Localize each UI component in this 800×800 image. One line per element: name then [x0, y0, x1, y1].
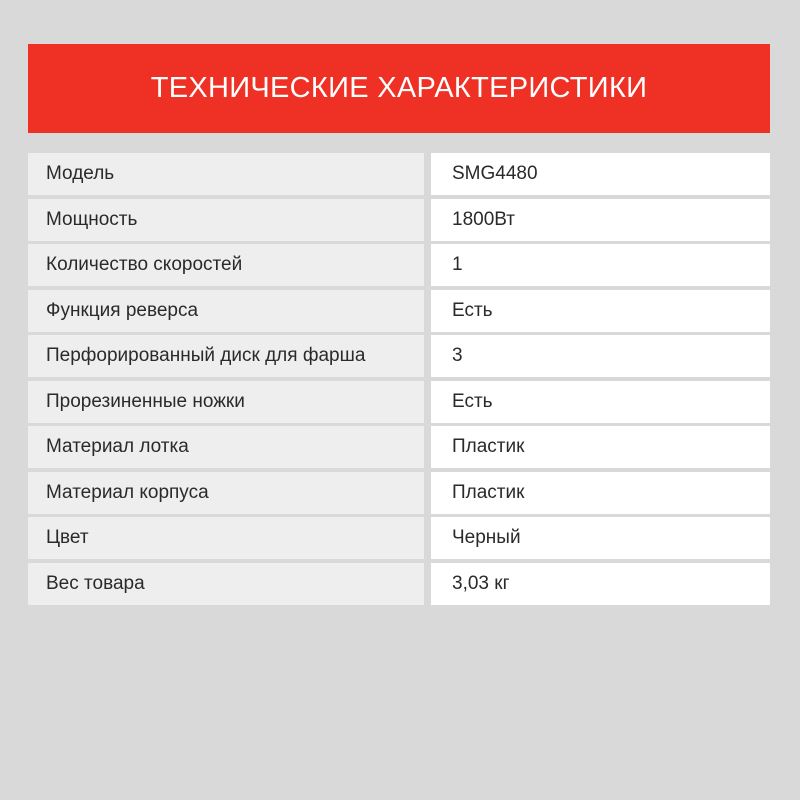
spec-name: Функция реверса	[28, 290, 424, 332]
spec-value: Черный	[431, 517, 770, 559]
spec-row	[28, 517, 770, 559]
spec-row	[28, 426, 770, 468]
page-title: ТЕХНИЧЕСКИЕ ХАРАКТЕРИСТИКИ	[150, 72, 648, 104]
spec-name: Прорезиненные ножки	[28, 381, 424, 423]
spec-name: Мощность	[28, 199, 424, 241]
spec-row	[28, 472, 770, 514]
spec-row	[28, 199, 770, 241]
spec-value: Есть	[431, 381, 770, 423]
spec-value: 1800Вт	[431, 199, 770, 241]
spec-value: Есть	[431, 290, 770, 332]
spec-value: 3,03 кг	[431, 563, 770, 605]
spec-row	[28, 381, 770, 423]
spec-value: Пластик	[431, 426, 770, 468]
header-banner	[28, 44, 770, 133]
spec-name: Материал корпуса	[28, 472, 424, 514]
spec-name: Модель	[28, 153, 424, 195]
spec-value: 1	[431, 244, 770, 286]
spec-row	[28, 153, 770, 195]
spec-value: Пластик	[431, 472, 770, 514]
spec-row	[28, 335, 770, 377]
spec-name: Материал лотка	[28, 426, 424, 468]
spec-row	[28, 290, 770, 332]
spec-row	[28, 563, 770, 605]
spec-row	[28, 244, 770, 286]
spec-name: Перфорированный диск для фарша	[28, 335, 424, 377]
spec-name: Цвет	[28, 517, 424, 559]
spec-table	[28, 153, 770, 608]
spec-name: Количество скоростей	[28, 244, 424, 286]
spec-name: Вес товара	[28, 563, 424, 605]
spec-value: SMG4480	[431, 153, 770, 195]
spec-value: 3	[431, 335, 770, 377]
